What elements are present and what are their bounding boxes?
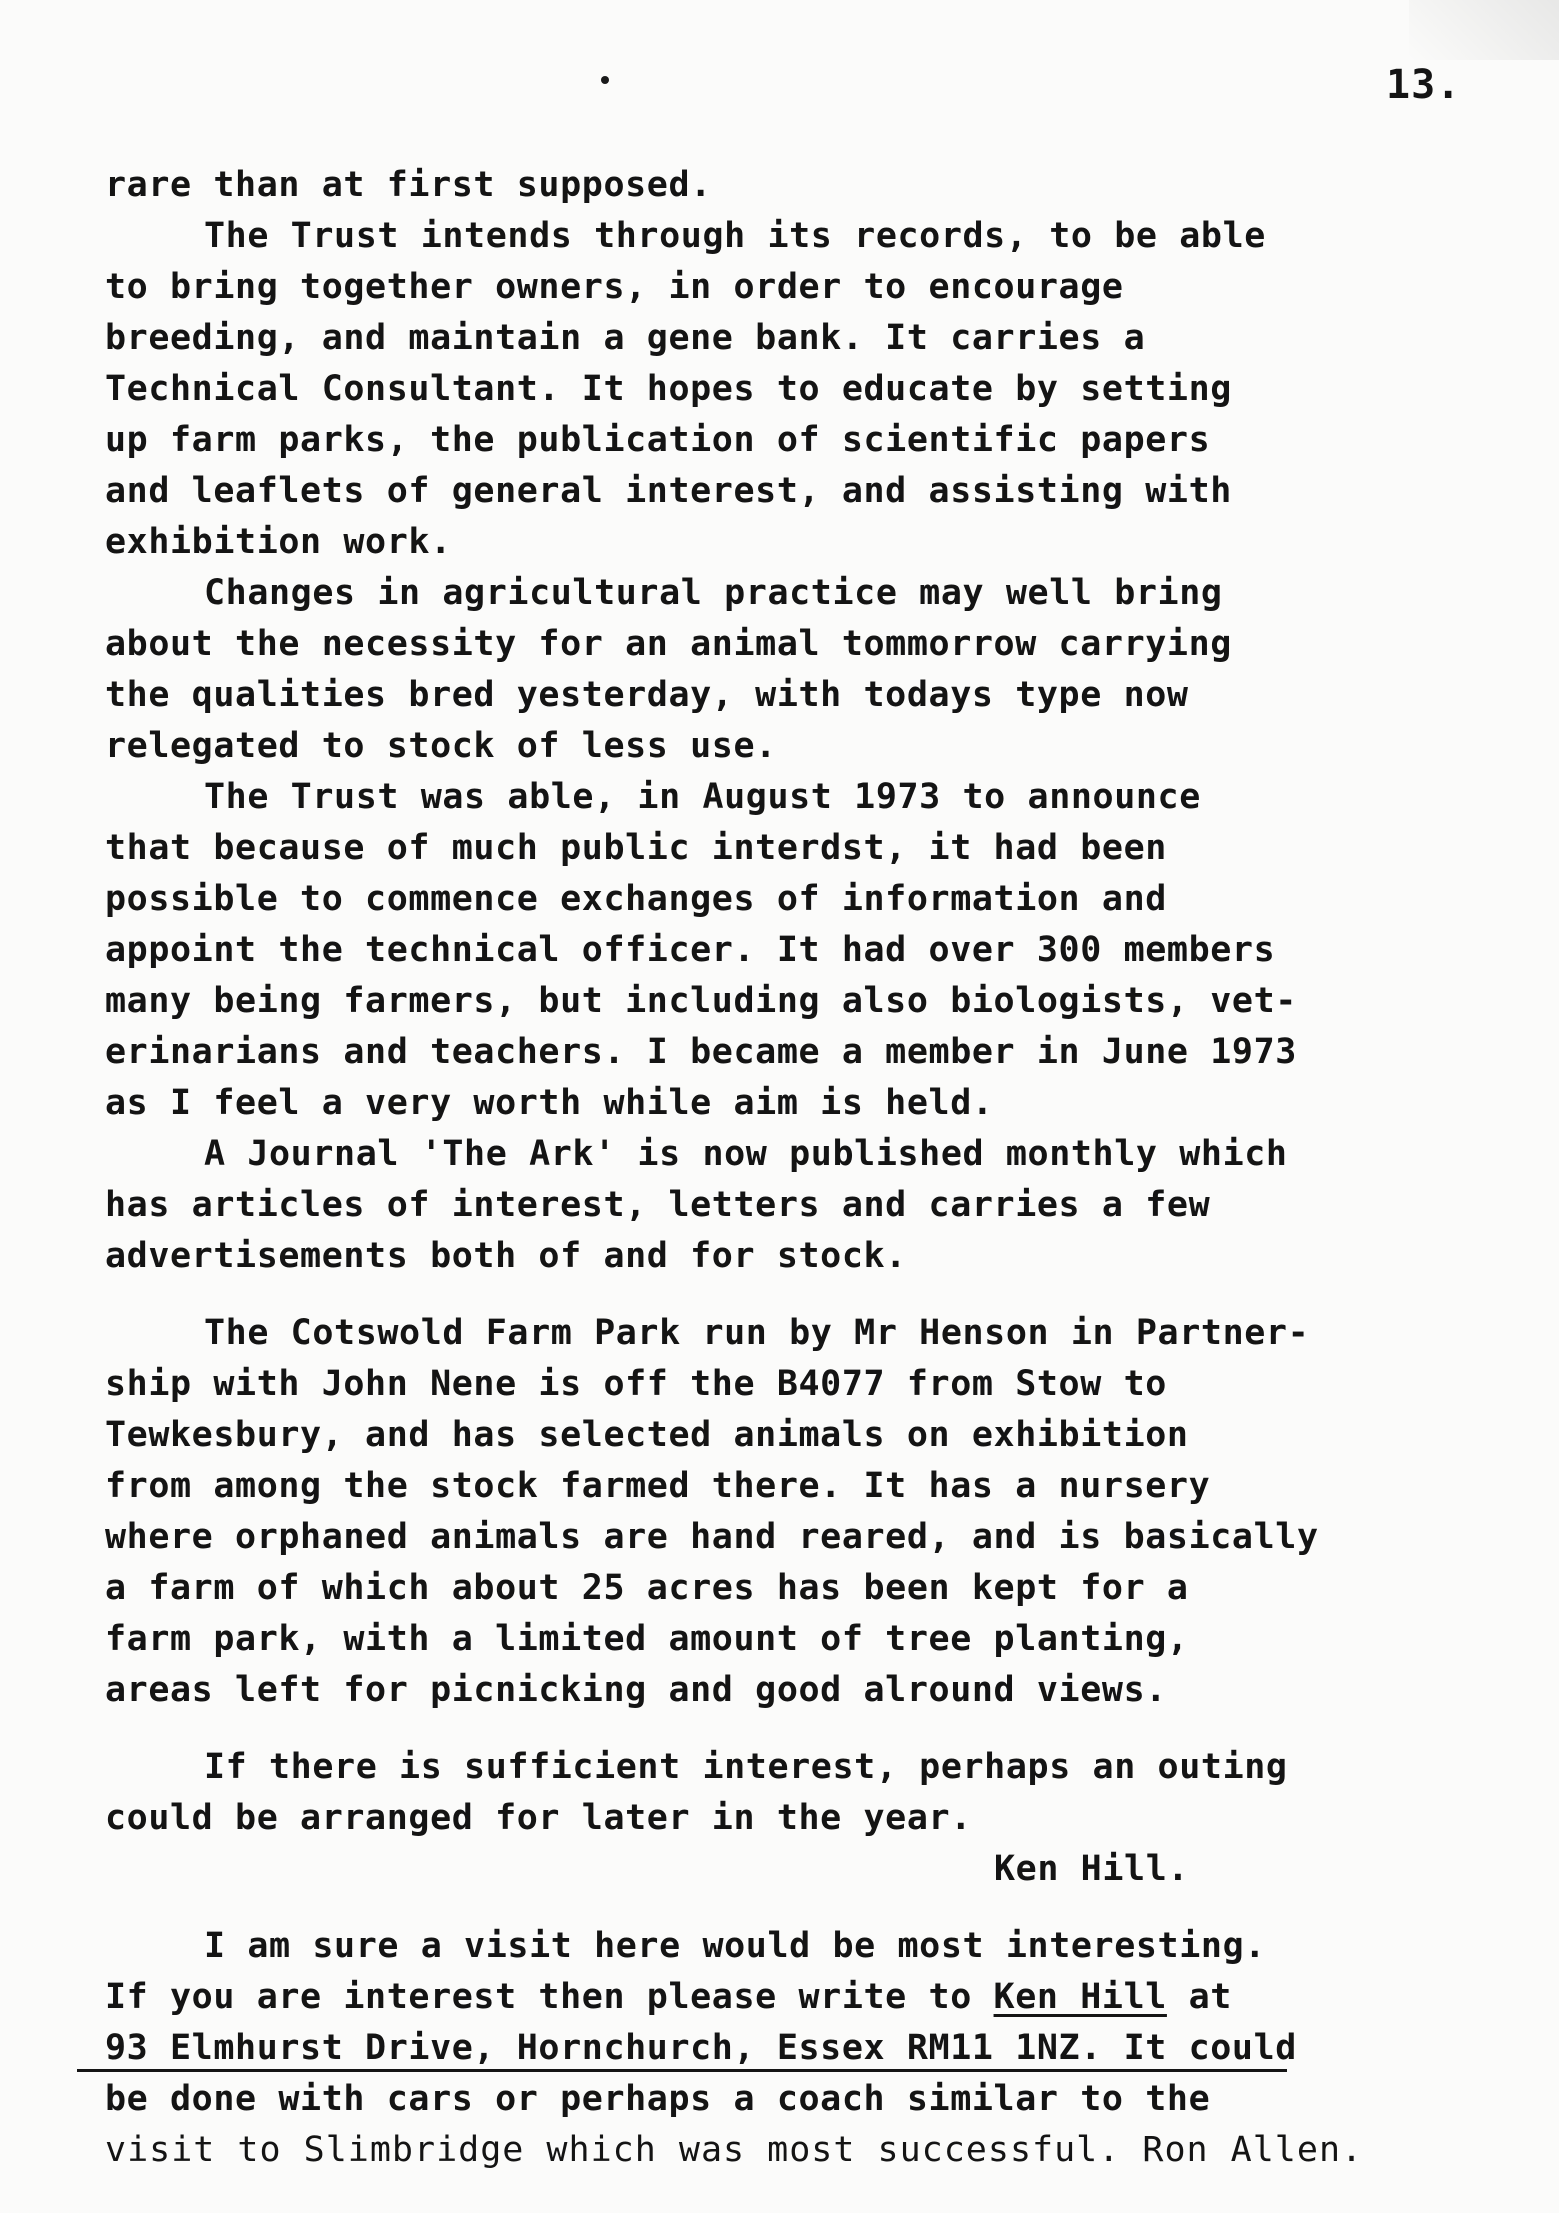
- text-line: that because of much public interdst, it had been: [105, 828, 1167, 868]
- paragraph-first-line: The Trust was able, in August 1973 to announce: [204, 777, 1201, 817]
- contact-text-end: at: [1166, 1977, 1232, 2017]
- text-line: breeding, and maintain a gene bank. It carries a: [105, 318, 1146, 358]
- text-line: from among the stock farmed there. It has a nursery: [105, 1466, 1211, 1506]
- text-line: ship with John Nene is off the B4077 from Stow to: [105, 1364, 1167, 1404]
- text-line: Tewkesbury, and has selected animals on exhibition: [105, 1415, 1189, 1455]
- text-line: has articles of interest, letters and carries a few: [105, 1185, 1211, 1225]
- address-text: 93 Elmhurst Drive, Hornchurch, Essex RM11 1NZ.: [105, 2028, 1102, 2068]
- text-line: to bring together owners, in order to encourage: [105, 267, 1124, 307]
- address-line: [105, 2023, 1505, 2074]
- paragraph-gap: [105, 1282, 1505, 1308]
- text-line: be done with cars or perhaps a coach similar to the: [105, 2079, 1211, 2119]
- text-line: areas left for picnicking and good alround views.: [105, 1670, 1167, 1710]
- address-underline-rule: [77, 2069, 1287, 2072]
- text-line: farm park, with a limited amount of tree planting,: [105, 1619, 1189, 1659]
- paragraph-first-line: I am sure a visit here would be most interesting.: [204, 1926, 1266, 1966]
- contact-name-underlined: Ken Hill: [993, 1977, 1167, 2017]
- stray-dot-mark: [601, 76, 609, 84]
- text-line: the qualities bred yesterday, with todays type now: [105, 675, 1189, 715]
- page-corner-shadow: [1409, 0, 1559, 60]
- text-line: could be arranged for later in the year.: [105, 1798, 972, 1838]
- text-line: possible to commence exchanges of information and: [105, 879, 1167, 919]
- text-line: exhibition work.: [105, 522, 452, 562]
- text-line: up farm parks, the publication of scientific papers: [105, 420, 1211, 460]
- paragraph-first-line: If there is sufficient interest, perhaps an outing: [204, 1747, 1288, 1787]
- text-line: erinarians and teachers. I became a member in June 1973: [105, 1032, 1297, 1072]
- contact-line: [105, 1972, 1505, 2023]
- body-text: [105, 160, 1505, 2176]
- text-line: where orphaned animals are hand reared, and is basically: [105, 1517, 1319, 1557]
- closing-line-ron-allen: visit to Slimbridge which was most successful. Ron Allen.: [105, 2130, 1364, 2170]
- text-line: many being farmers, but including also biologists, vet-: [105, 981, 1297, 1021]
- paragraph-first-line: The Trust intends through its records, to be able: [204, 216, 1266, 256]
- page-number: 13.: [1386, 62, 1462, 108]
- text-line: as I feel a very worth while aim is held.: [105, 1083, 994, 1123]
- paragraph-gap: [105, 1895, 1505, 1921]
- paragraph-first-line: The Cotswold Farm Park run by Mr Henson in Partner-: [204, 1313, 1310, 1353]
- text-line: about the necessity for an animal tommorrow carrying: [105, 624, 1232, 664]
- text-line: a farm of which about 25 acres has been kept for a: [105, 1568, 1189, 1608]
- paragraph-gap: [105, 1716, 1505, 1742]
- text-line: Technical Consultant. It hopes to educate by setting: [105, 369, 1232, 409]
- address-line-end: It could: [1101, 2028, 1297, 2068]
- text-line: rare than at first supposed.: [105, 165, 712, 205]
- text-line: relegated to stock of less use.: [105, 726, 777, 766]
- text-line: advertisements both of and for stock.: [105, 1236, 907, 1276]
- text-line: appoint the technical officer. It had over 300 members: [105, 930, 1276, 970]
- text-line: and leaflets of general interest, and assisting with: [105, 471, 1232, 511]
- paragraph-first-line: Changes in agricultural practice may well bring: [204, 573, 1223, 613]
- contact-text: If you are interest then please write to: [105, 1977, 994, 2017]
- signature-ken-hill: Ken Hill.: [994, 1849, 1190, 1889]
- paragraph-first-line: A Journal 'The Ark' is now published monthly which: [204, 1134, 1288, 1174]
